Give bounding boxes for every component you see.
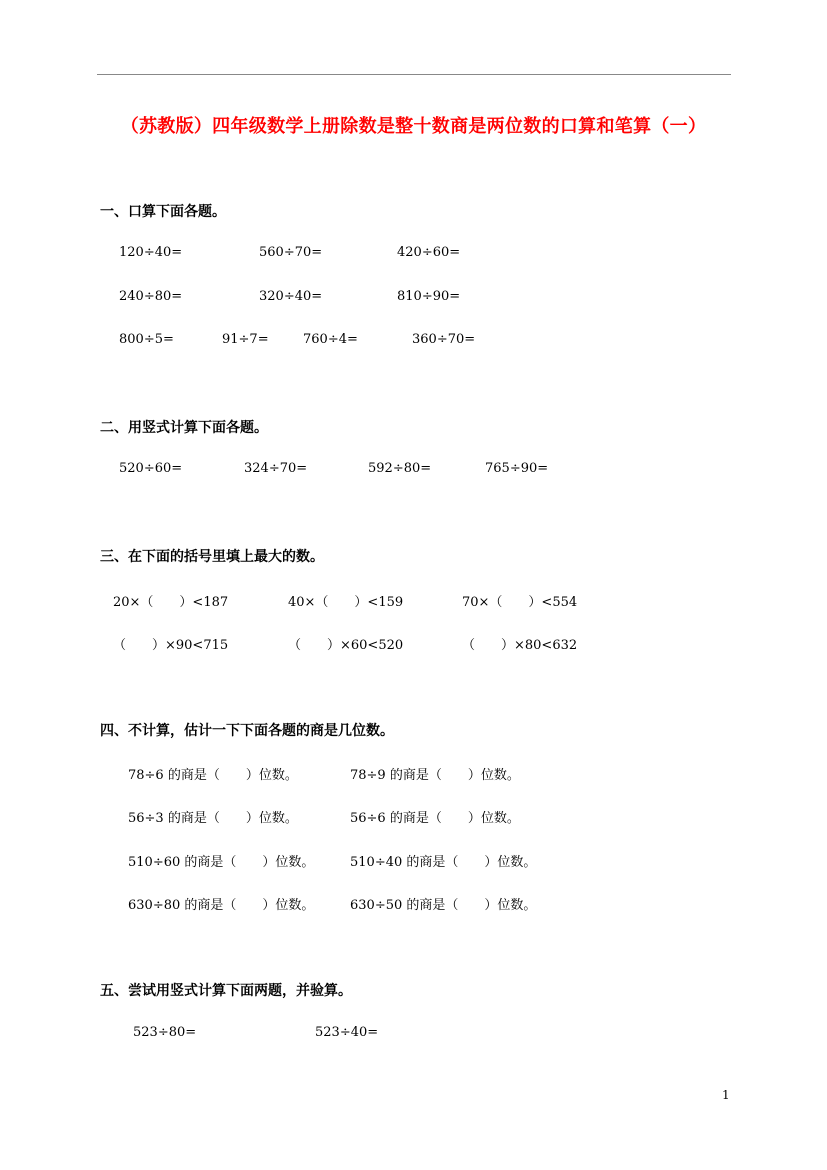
- problem-item: 40×（ ）<159: [288, 595, 404, 610]
- problem-item: 120÷40=: [119, 245, 183, 260]
- section-4-heading: 四、不计算，估计一下下面各题的商是几位数。: [100, 723, 394, 739]
- problem-item: 523÷80=: [133, 1025, 197, 1040]
- header-rule: [97, 74, 731, 75]
- problem-item: 592÷80=: [368, 461, 432, 476]
- problem-item: 510÷60 的商是（ ）位数。: [128, 855, 315, 870]
- problem-item: 20×（ ）<187: [113, 595, 229, 610]
- problem-item: 630÷80 的商是（ ）位数。: [128, 898, 315, 913]
- problem-item: 320÷40=: [259, 289, 323, 304]
- problem-item: 560÷70=: [259, 245, 323, 260]
- problem-item: 420÷60=: [397, 245, 461, 260]
- section-5-heading: 五、尝试用竖式计算下面两题，并验算。: [100, 983, 352, 999]
- problem-item: 760÷4=: [303, 332, 358, 347]
- section-2-heading: 二、用竖式计算下面各题。: [100, 420, 268, 436]
- problem-item: 630÷50 的商是（ ）位数。: [350, 898, 537, 913]
- problem-item: 70×（ ）<554: [462, 595, 578, 610]
- problem-item: 78÷9 的商是（ ）位数。: [350, 768, 520, 783]
- problem-item: 800÷5=: [119, 332, 174, 347]
- problem-item: 324÷70=: [244, 461, 308, 476]
- section-1-heading: 一、口算下面各题。: [100, 204, 226, 220]
- problem-item: （ ）×90<715: [113, 638, 229, 653]
- problem-item: 765÷90=: [485, 461, 549, 476]
- problem-item: 78÷6 的商是（ ）位数。: [128, 768, 298, 783]
- page-title: （苏教版）四年级数学上册除数是整十数商是两位数的口算和笔算（一）: [120, 116, 707, 137]
- problem-item: 56÷3 的商是（ ）位数。: [128, 811, 298, 826]
- problem-item: 240÷80=: [119, 289, 183, 304]
- section-3-heading: 三、在下面的括号里填上最大的数。: [100, 549, 324, 565]
- problem-item: 56÷6 的商是（ ）位数。: [350, 811, 520, 826]
- problem-item: 360÷70=: [412, 332, 476, 347]
- problem-item: 523÷40=: [315, 1025, 379, 1040]
- problem-item: 510÷40 的商是（ ）位数。: [350, 855, 537, 870]
- problem-item: 91÷7=: [222, 332, 269, 347]
- problem-item: 810÷90=: [397, 289, 461, 304]
- problem-item: （ ）×80<632: [462, 638, 578, 653]
- page-number: 1: [722, 1088, 730, 1102]
- problem-item: 520÷60=: [119, 461, 183, 476]
- problem-item: （ ）×60<520: [288, 638, 404, 653]
